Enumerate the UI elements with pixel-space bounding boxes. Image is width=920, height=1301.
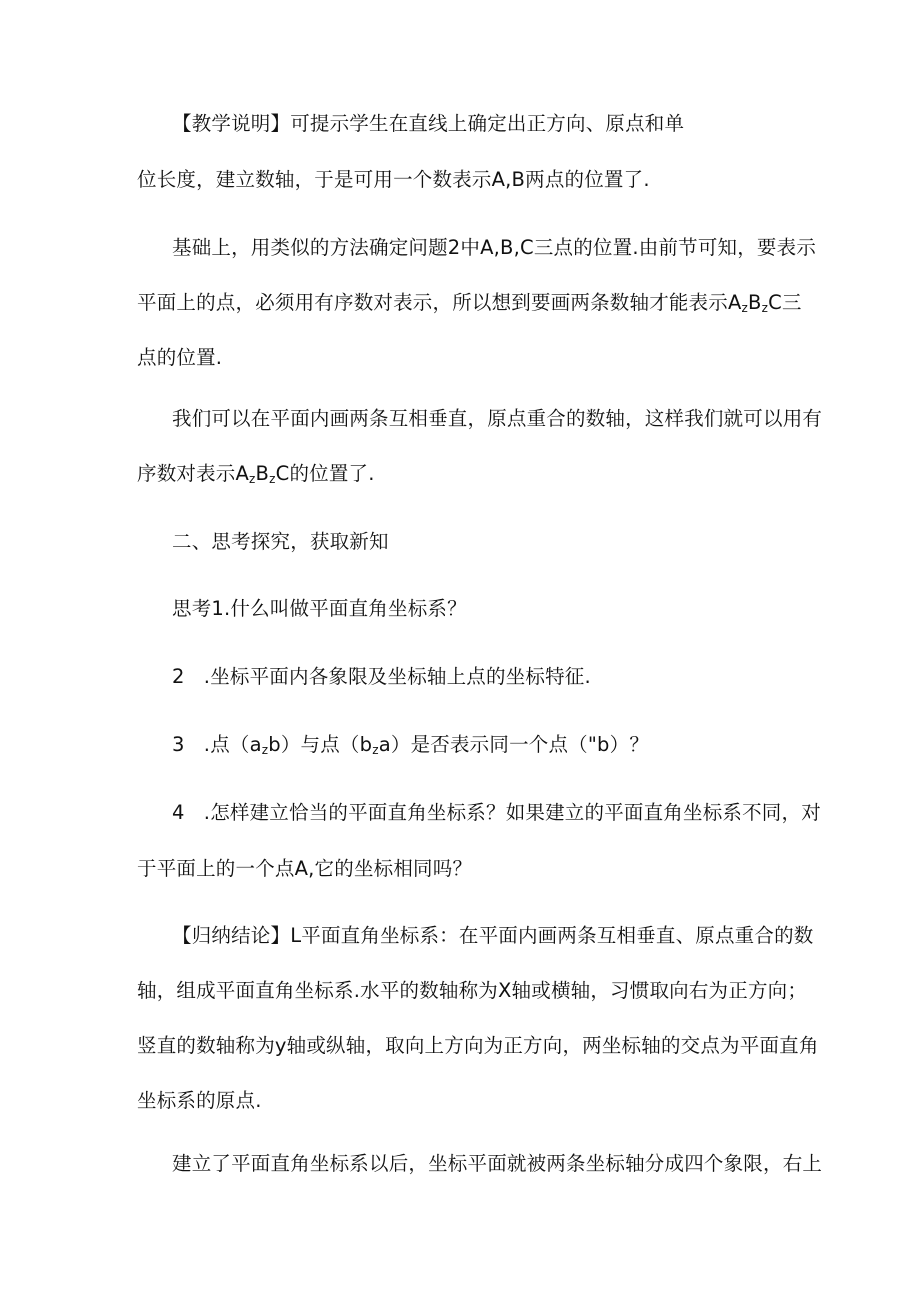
think-4-line-1: 4 .怎样建立恰当的平面直角坐标系？如果建立的平面直角坐标系不同，对: [172, 801, 821, 824]
think-1: 思考1.什么叫做平面直角坐标系？: [172, 597, 467, 620]
think-4-line-2: 于平面上的一个点A,它的坐标相同吗？: [137, 857, 473, 880]
teaching-note-line-1: 【教学说明】可提示学生在直线上确定出正方向、原点和单: [172, 112, 685, 135]
conclusion-line-3: 竖直的数轴称为y轴或纵轴，取向上方向为正方向，两坐标轴的交点为平面直角: [137, 1034, 819, 1057]
conclusion-line-2: 轴，组成平面直角坐标系.水平的数轴称为X轴或横轴，习惯取向右为正方向；: [137, 979, 808, 1002]
basis-line-2: 平面上的点，必须用有序数对表示，所以想到要画两条数轴才能表示$A_zB_zC$三: [137, 291, 802, 315]
quadrants-line-1: 建立了平面直角坐标系以后，坐标平面就被两条坐标轴分成四个象限，右上: [172, 1152, 823, 1175]
perpendicular-line-1: 我们可以在平面内画两条互相垂直，原点重合的数轴，这样我们就可以用有: [172, 407, 823, 430]
teaching-note-line-2: 位长度，建立数轴，于是可用一个数表示A,B两点的位置了.: [137, 168, 650, 191]
conclusion-line-1: 【归纳结论】L平面直角坐标系：在平面内画两条互相垂直、原点重合的数: [172, 924, 814, 947]
section-heading: 二、思考探究，获取新知: [172, 530, 389, 553]
think-2: 2 .坐标平面内各象限及坐标轴上点的坐标特征.: [172, 665, 591, 688]
perpendicular-line-2: 序数对表示$A_zB_zC$的位置了.: [137, 462, 375, 486]
basis-line-3: 点的位置.: [137, 346, 223, 369]
think-3: 3 .点$(a_zb)$与点$(b_za)$是否表示同一个点（"b）？: [172, 733, 650, 757]
basis-line-1: 基础上，用类似的方法确定问题2中A,B,C三点的位置.由前节可知，要表示: [172, 236, 817, 259]
conclusion-line-4: 坐标系的原点.: [137, 1089, 262, 1112]
